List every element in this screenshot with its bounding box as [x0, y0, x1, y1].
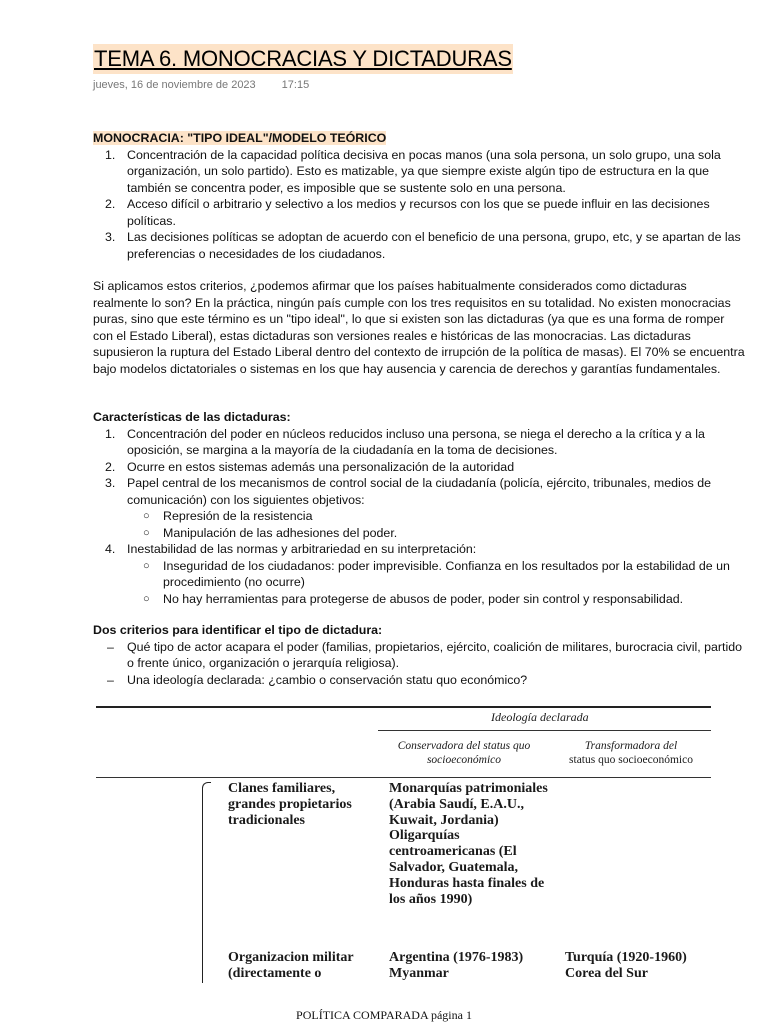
- list-item: 2. Acceso difícil o arbitrario y selectivo a los medios y recursos con los que se puede influir en las decisiones políticas.: [105, 197, 710, 228]
- table-header-rule: [378, 730, 711, 731]
- dictatorship-typology-table: [96, 700, 711, 982]
- table-top-rule: [96, 706, 711, 708]
- column-header-transformadora: Transformadora del status quo socioeconómico: [569, 740, 693, 766]
- section-heading: MONOCRACIA: "TIPO IDEAL"/MODELO TEÓRICO: [93, 131, 387, 145]
- note-date: jueves, 16 de noviembre de 2023: [93, 79, 256, 91]
- brace-mark: [202, 782, 211, 983]
- page-title: TEMA 6. MONOCRACIAS Y DICTADURAS: [93, 44, 513, 74]
- section-criterios: [93, 622, 745, 688]
- body-paragraph: Si aplicamos estos criterios, ¿podemos afirmar que los países habitualmente considerados como dictaduras realmente lo son? En la práctica, ningún país cumple con los tres requisitos en su totalidad. No existen monocracias puras, sino que este término es un "tipo ideal", lo que si existen son las dictaduras (ya que es una forma de romper con el Estado Liberal), estas dictaduras son versiones reales e históricas de las monocracias. Las dictaduras supusieron la ruptura del Estado Liberal dentro del contexto de irrupción de la política de masas). El 70% se encuentra bajo modelos dictatoriales o sistemas en los que hay ausencia y carencia de derechos y garantías fundamentales.: [93, 279, 745, 376]
- list-item: 2. Ocurre en estos sistemas además una personalización de la autoridad: [105, 459, 515, 474]
- table-row-actor: Organizacion militar (directamente o: [228, 950, 354, 981]
- table-row-conservadora: Monarquías patrimoniales (Arabia Saudí, E.A.U., Kuwait, Jordania) Oligarquías centroamericanas (El Salvador, Guatemala, Honduras hasta finales de los años 1990): [389, 781, 548, 907]
- note-meta: [93, 79, 309, 91]
- criteria-list: [93, 147, 745, 263]
- sub-list-item: ○ Manipulación de las adhesiones del poder.: [143, 525, 398, 540]
- column-header-conservadora: Conservadora del status quo socioeconómico: [397, 740, 531, 766]
- list-item: 3. Las decisiones políticas se adoptan de acuerdo con el beneficio de una persona, grupo, etc, y se apartan de las preferencias o necesidades de los ciudadanos.: [105, 230, 741, 261]
- page-footer: POLÍTICA COMPARADA página 1: [296, 1008, 472, 1022]
- sub-list-item: ○ No hay herramientas para protegerse de abusos de poder, poder sin control y responsabilidad.: [143, 591, 684, 606]
- characteristics-list: [93, 426, 745, 509]
- section-heading: Dos criterios para identificar el tipo de dictadura:: [93, 623, 383, 637]
- table-header-main: Ideología declarada: [491, 710, 589, 724]
- criteria-dash-list: [93, 639, 745, 689]
- note-time: 17:15: [281, 79, 310, 91]
- sub-list-item: ○ Inseguridad de los ciudadanos: poder imprevisible. Confianza en los resultados por la estabilidad de un procedimiento (no ocurre): [143, 558, 730, 589]
- section-monocracia: [93, 130, 745, 262]
- table-body-rule: [96, 777, 711, 778]
- sub-list-item: ○ Represión de la resistencia: [143, 509, 313, 523]
- list-item: – Una ideología declarada: ¿cambio o conservación statu quo económico?: [107, 672, 528, 687]
- table-row-transformadora: Turquía (1920-1960) Corea del Sur: [565, 950, 687, 981]
- list-item: 1. Concentración del poder en núcleos reducidos incluso una persona, se niega el derecho a la crítica y a la oposición, se margina a la mayoría de la ciudadanía en la toma de decisiones.: [105, 426, 705, 457]
- list-item: 4. Inestabilidad de las normas y arbitrariedad en su interpretación:: [105, 542, 477, 556]
- table-row-actor: Clanes familiares, grandes propietarios tradicionales: [228, 781, 352, 828]
- list-item: 3. Papel central de los mecanismos de control social de la ciudadanía (policía, ejército, tribunales, medios de comunicación) con los siguientes objetivos:: [105, 476, 712, 507]
- list-item: – Qué tipo de actor acapara el poder (familias, propietarios, ejército, coalición de militares, burocracia civil, partido o frente único, organización o jerarquía religiosa).: [107, 639, 743, 670]
- table-row-conservadora: Argentina (1976-1983) Myanmar: [389, 950, 524, 981]
- section-heading: Características de las dictaduras:: [93, 410, 291, 424]
- section-caracteristicas: [93, 409, 745, 607]
- list-item: 1. Concentración de la capacidad política decisiva en pocas manos (una sola persona, un solo grupo, una sola organización, un solo partido). Esto es matizable, ya que siempre existe algún tipo de estructura en la que también se concentra poder, es imposible que se sustente solo en una persona.: [105, 147, 721, 195]
